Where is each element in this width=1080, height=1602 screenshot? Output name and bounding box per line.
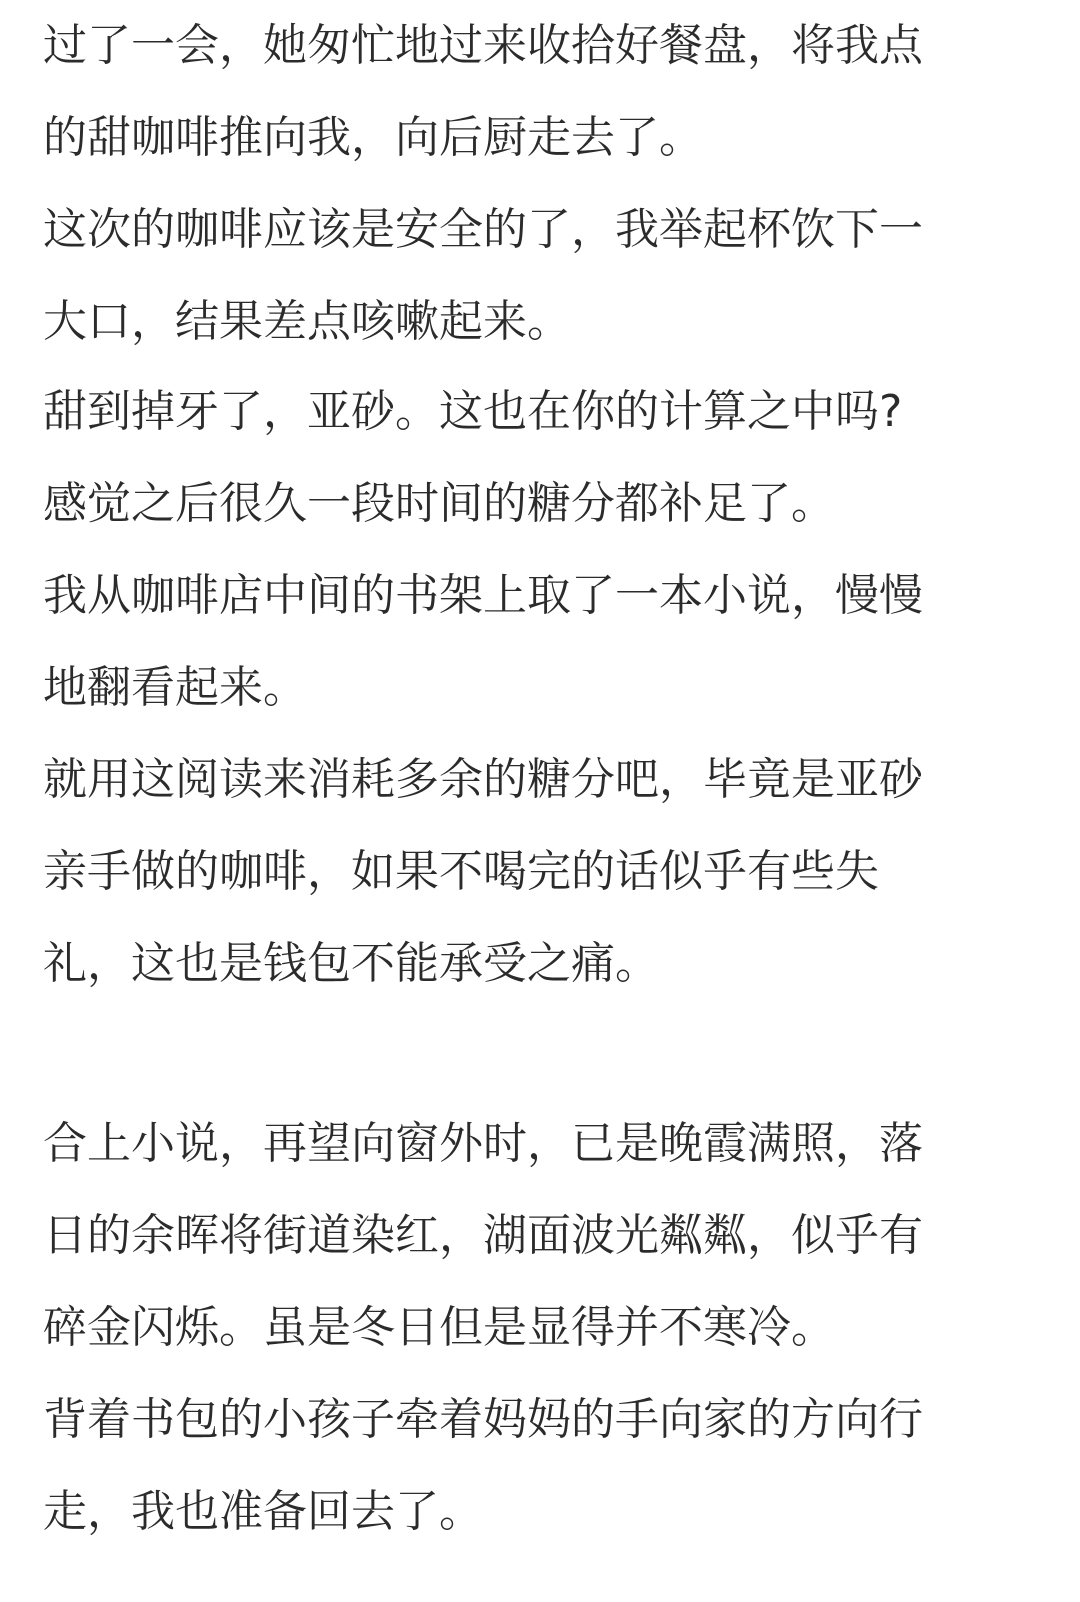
paragraph-4 xyxy=(43,550,1043,734)
text-line: 合上小说，再望向窗外时，已是晚霞满照，落 xyxy=(43,1118,923,1169)
text-line: 走，我也准备回去了。 xyxy=(43,1486,483,1537)
text-line: 背着书包的小孩子牵着妈妈的手向家的方向行 xyxy=(43,1394,923,1445)
text-line: 的甜咖啡推向我，向后厨走去了。 xyxy=(43,112,703,163)
text-line: 日的余晖将街道染红，湖面波光粼粼，似乎有 xyxy=(43,1210,923,1261)
paragraph-1 xyxy=(43,0,1043,184)
text-line: 我从咖啡店中间的书架上取了一本小说，慢慢 xyxy=(43,570,923,621)
text-line: 就用这阅读来消耗多余的糖分吧，毕竟是亚砂 xyxy=(43,754,923,805)
paragraph-5 xyxy=(43,734,1043,1010)
paragraph-3 xyxy=(43,366,1043,550)
text-line: 亲手做的咖啡，如果不喝完的话似乎有些失 xyxy=(43,846,879,897)
text-line: 碎金闪烁。虽是冬日但是显得并不寒冷。 xyxy=(43,1302,835,1353)
paragraph-2 xyxy=(43,184,1043,368)
text-line: 感觉之后很久一段时间的糖分都补足了。 xyxy=(43,478,835,529)
text-line: 大口，结果差点咳嗽起来。 xyxy=(43,296,571,347)
text-line: 礼，这也是钱包不能承受之痛。 xyxy=(43,938,659,989)
text-line: 地翻看起来。 xyxy=(43,662,307,713)
text-line: 过了一会，她匆忙地过来收拾好餐盘，将我点 xyxy=(43,20,923,71)
text-line: 这次的咖啡应该是安全的了，我举起杯饮下一 xyxy=(43,204,923,255)
paragraph-6 xyxy=(43,1098,1043,1374)
text-line: 甜到掉牙了，亚砂。这也在你的计算之中吗? xyxy=(43,386,903,437)
paragraph-7 xyxy=(43,1374,1043,1558)
